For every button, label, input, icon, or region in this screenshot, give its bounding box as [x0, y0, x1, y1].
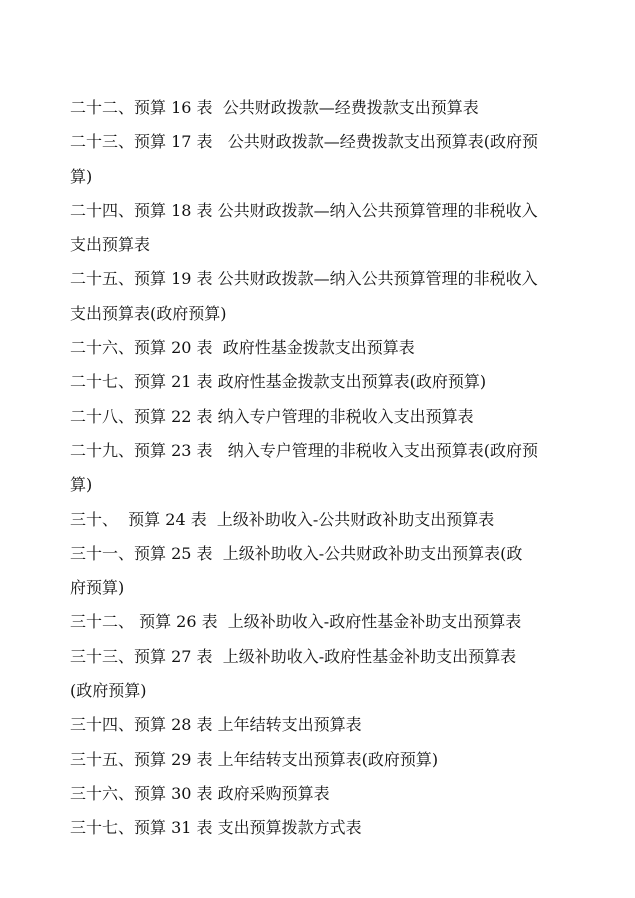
toc-line-22: 二十二、预算 16 表 公共财政拨款—经费拨款支出预算表: [70, 98, 479, 117]
toc-line-29: 二十九、预算 23 表 纳入专户管理的非税收入支出预算表(政府预: [70, 440, 539, 460]
toc-line-28: 二十八、预算 22 表 纳入专户管理的非税收入支出预算表: [70, 406, 474, 426]
toc-line-35: 三十五、预算 29 表 上年结转支出预算表(政府预算): [70, 749, 439, 769]
toc-line-25: 二十五、预算 19 表 公共财政拨款—纳入公共预算管理的非税收入: [70, 269, 538, 289]
toc-line-32: 三十二、 预算 26 表 上级补助收入-政府性基金补助支出预算表: [70, 612, 522, 632]
toc-line-37: 三十七、预算 31 表 支出预算拨款方式表: [70, 818, 362, 838]
toc-line-24: 二十四、预算 18 表 公共财政拨款—纳入公共预算管理的非税收入: [70, 200, 538, 220]
toc-line-23-cont: 算): [70, 166, 93, 186]
toc-line-31-cont: 府预算): [70, 578, 125, 598]
toc-line-26: 二十六、预算 20 表 政府性基金拨款支出预算表: [70, 338, 415, 358]
toc-line-33-cont: (政府预算): [70, 681, 147, 701]
toc-line-24-cont: 支出预算表: [70, 235, 151, 255]
toc-line-29-cont: 算): [70, 475, 93, 495]
toc-line-25-cont: 支出预算表(政府预算): [70, 303, 227, 323]
toc-line-36: 三十六、预算 30 表 政府采购预算表: [70, 783, 330, 803]
table-of-contents: [70, 91, 570, 846]
toc-line-23: 二十三、预算 17 表 公共财政拨款—经费拨款支出预算表(政府预: [70, 132, 539, 152]
toc-line-30: 三十、 预算 24 表 上级补助收入-公共财政补助支出预算表: [70, 509, 495, 529]
toc-line-34: 三十四、预算 28 表 上年结转支出预算表: [70, 715, 362, 735]
toc-line-27: 二十七、预算 21 表 政府性基金拨款支出预算表(政府预算): [70, 372, 487, 392]
toc-line-31: 三十一、预算 25 表 上级补助收入-公共财政补助支出预算表(政: [70, 543, 523, 563]
toc-line-33: 三十三、预算 27 表 上级补助收入-政府性基金补助支出预算表: [70, 646, 517, 666]
